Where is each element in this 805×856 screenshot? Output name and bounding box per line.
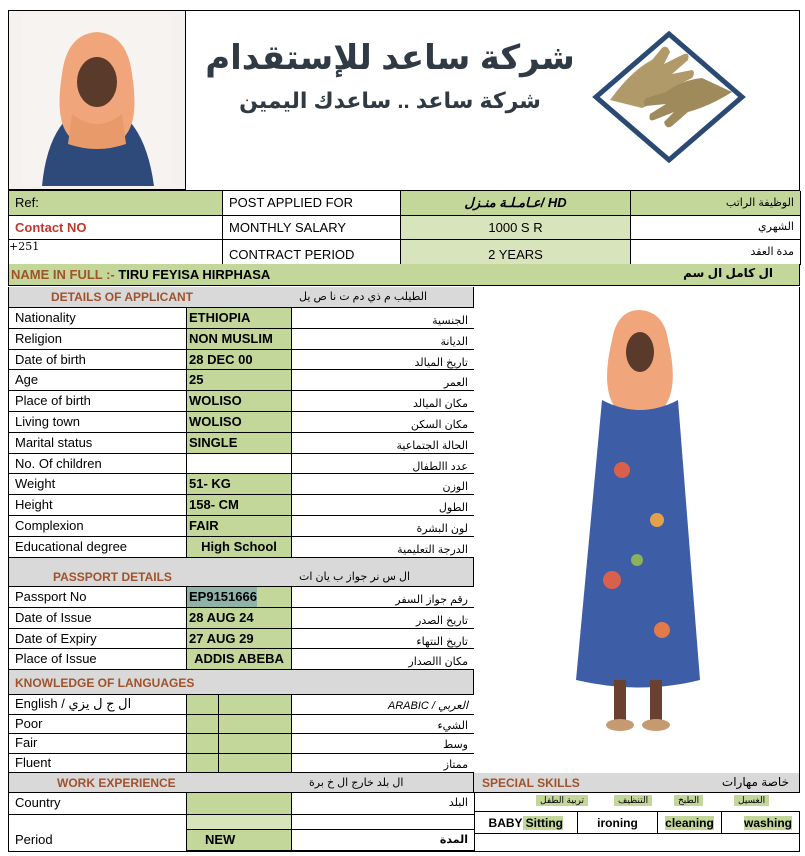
skill-ar-cooking: الطبخ [674, 795, 703, 806]
applicant-row-label: Nationality [9, 308, 187, 329]
passport-row-ar: رقم جواز السفر [292, 587, 475, 608]
languages-table [8, 695, 474, 773]
applicant-row-label: Religion [9, 329, 187, 350]
passport-row-label: Place of Issue [9, 649, 187, 670]
language-row-ar: الشيء [292, 715, 475, 735]
passport-row-label: Passport No [9, 587, 187, 608]
name-label: NAME IN FULL :- [11, 267, 119, 282]
language-row-label: English / ال ج ل يزي [9, 695, 187, 715]
skill-ironing: ironing [597, 816, 638, 830]
work-title: WORK EXPERIENCE [57, 776, 176, 790]
applicant-row-label: No. Of children [9, 454, 187, 475]
applicant-portrait [8, 10, 186, 190]
applicant-row-ar: العمر [292, 370, 475, 391]
skills-title: SPECIAL SKILLS [482, 776, 580, 790]
applicant-row-label: Complexion [9, 516, 187, 537]
skill-cleaning-cell [658, 812, 722, 834]
applicant-full-photo [474, 287, 800, 773]
contract-value: 2 YEARS [401, 240, 631, 265]
salary-ar: الشهري [631, 216, 801, 240]
work-table [8, 793, 474, 851]
applicant-row-ar: عدد االطفال [292, 454, 475, 475]
full-photo-image [562, 310, 712, 750]
name-bar [8, 264, 800, 286]
languages-title: KNOWLEDGE OF LANGUAGES [15, 676, 195, 690]
ref-label: Ref: [9, 191, 223, 216]
applicant-row-value: 51- KG [187, 474, 292, 495]
post-ar: الوظيفة الراتب [631, 191, 801, 216]
applicant-row-label: Weight [9, 474, 187, 495]
applicant-row-label: Marital status [9, 433, 187, 454]
applicant-row-ar: الدرجة التعليمية [292, 537, 475, 558]
country-ar: البلد [292, 793, 475, 815]
salary-value: 1000 S R [401, 216, 631, 240]
work-title-ar: ال بلد خارج ال خ برة [309, 777, 404, 789]
language-check-box [219, 715, 292, 735]
contract-label: CONTRACT PERIOD [223, 240, 401, 265]
top-info-grid [8, 190, 800, 264]
applicant-row-ar: الطول [292, 495, 475, 516]
applicant-row-value: SINGLE [187, 433, 292, 454]
applicant-row-value: 158- CM [187, 495, 292, 516]
languages-section-header [8, 670, 474, 695]
skill-baby-sitting-cell [474, 812, 578, 834]
skills-title-ar: خاصة مهارات [721, 775, 789, 789]
phone-prefix: +251 [9, 240, 223, 265]
applicant-row-value: High School [187, 537, 292, 558]
passport-row-value: ADDIS ABEBA [187, 649, 292, 670]
applicant-row-ar: مكان الميالد [292, 391, 475, 412]
applicant-row-value: WOLISO [187, 391, 292, 412]
applicant-row-ar: مكان السكن [292, 412, 475, 433]
applicant-row-ar: لون البشرة [292, 516, 475, 537]
name-ar: ال كامل ال سم [683, 266, 773, 280]
work-section-header [8, 773, 474, 793]
passport-row-ar: مكان االصدار [292, 649, 475, 670]
passport-row-value: EP9151666 [187, 587, 292, 608]
applicant-row-label: Place of birth [9, 391, 187, 412]
applicant-row-value: NON MUSLIM [187, 329, 292, 350]
language-row-ar: ARABIC / العربي [292, 695, 475, 715]
skill-cleaning: cleaning [665, 816, 714, 830]
language-check-box [187, 695, 219, 715]
skill-ar-washing: الغسيل [734, 795, 769, 806]
applicant-row-label: Height [9, 495, 187, 516]
contract-ar: مدة العقد [631, 240, 801, 265]
applicant-row-label: Age [9, 370, 187, 391]
skill-baby-sitting: BABY Sitting [488, 816, 563, 830]
passport-section-header [8, 558, 474, 587]
post-value: عـامـلـة منـزل/ HD [401, 191, 631, 216]
applicant-row-label: Educational degree [9, 537, 187, 558]
skill-ironing-cell [578, 812, 658, 834]
name-label-wrap [11, 267, 270, 282]
contact-label: Contact NO [9, 216, 223, 240]
helping-hands-logo [592, 30, 747, 165]
applicant-row-ar: الجنسية [292, 308, 475, 329]
applicant-row-value [187, 454, 292, 475]
language-row-label: Fluent [9, 754, 187, 774]
skill-ar-childcare: تربية الطفل [536, 795, 588, 806]
applicant-row-ar: الحالة الجتماعية [292, 433, 475, 454]
period-ar: المدة [292, 830, 475, 851]
applicant-row-label: Living town [9, 412, 187, 433]
passport-row-label: Date of Issue [9, 608, 187, 629]
applicant-row-label: Date of birth [9, 350, 187, 371]
language-check-box [187, 754, 219, 774]
country-label: Country [9, 793, 187, 815]
applicant-table [8, 308, 474, 558]
company-slogan: شركة ساعد .. ساعدك اليمين [239, 88, 541, 113]
period-value: NEW [187, 830, 292, 851]
language-check-box [219, 695, 292, 715]
passport-row-value: 28 AUG 24 [187, 608, 292, 629]
post-label: POST APPLIED FOR [223, 191, 401, 216]
company-name: شركة ساعد للإستقدام [205, 39, 575, 77]
language-row-ar: وسط [292, 734, 475, 754]
language-check-box [219, 734, 292, 754]
applicant-row-value: ETHIOPIA [187, 308, 292, 329]
applicant-title-ar: الطيلب م ذي دم ت نا ص يل [299, 291, 428, 303]
language-row-ar: ممتاز [292, 754, 475, 774]
passport-row-ar: تاريخ الصدر [292, 608, 475, 629]
applicant-title: DETAILS OF APPLICANT [51, 290, 193, 304]
applicant-row-value: WOLISO [187, 412, 292, 433]
skill-washing-cell [722, 812, 800, 834]
bottom-rule [8, 851, 800, 852]
passport-row-value: 27 AUG 29 [187, 629, 292, 650]
country-value [187, 793, 292, 815]
skill-ar-cleaning: التنظيف [614, 795, 652, 806]
applicant-row-ar: تاريخ الميالد [292, 350, 475, 371]
passport-row-label: Date of Expiry [9, 629, 187, 650]
language-row-label: Fair [9, 734, 187, 754]
salary-label: MONTHLY SALARY [223, 216, 401, 240]
applicant-row-value: 28 DEC 00 [187, 350, 292, 371]
language-check-box [187, 734, 219, 754]
period-label: Period [15, 832, 53, 847]
skill-washing: washing [743, 816, 792, 830]
applicant-row-ar: الديانة [292, 329, 475, 350]
applicant-row-value: FAIR [187, 516, 292, 537]
language-check-box [187, 715, 219, 735]
passport-title-ar: ال س نر جواز ب يان ات [299, 571, 411, 583]
portrait-image [22, 14, 172, 186]
full-name: TIRU FEYISA HIRPHASA [118, 267, 271, 282]
passport-table [8, 587, 474, 670]
skills-ar-row [474, 793, 800, 811]
applicant-section-header [8, 287, 474, 308]
applicant-row-value: 25 [187, 370, 292, 391]
language-check-box [219, 754, 292, 774]
period-spacer-right [292, 815, 475, 830]
skills-section-header [474, 773, 800, 793]
passport-title: PASSPORT DETAILS [53, 570, 172, 584]
passport-row-ar: تاريخ النتهاء [292, 629, 475, 650]
period-spacer-mid [187, 815, 292, 830]
applicant-row-ar: الوزن [292, 474, 475, 495]
skills-row [474, 811, 800, 851]
language-row-label: Poor [9, 715, 187, 735]
